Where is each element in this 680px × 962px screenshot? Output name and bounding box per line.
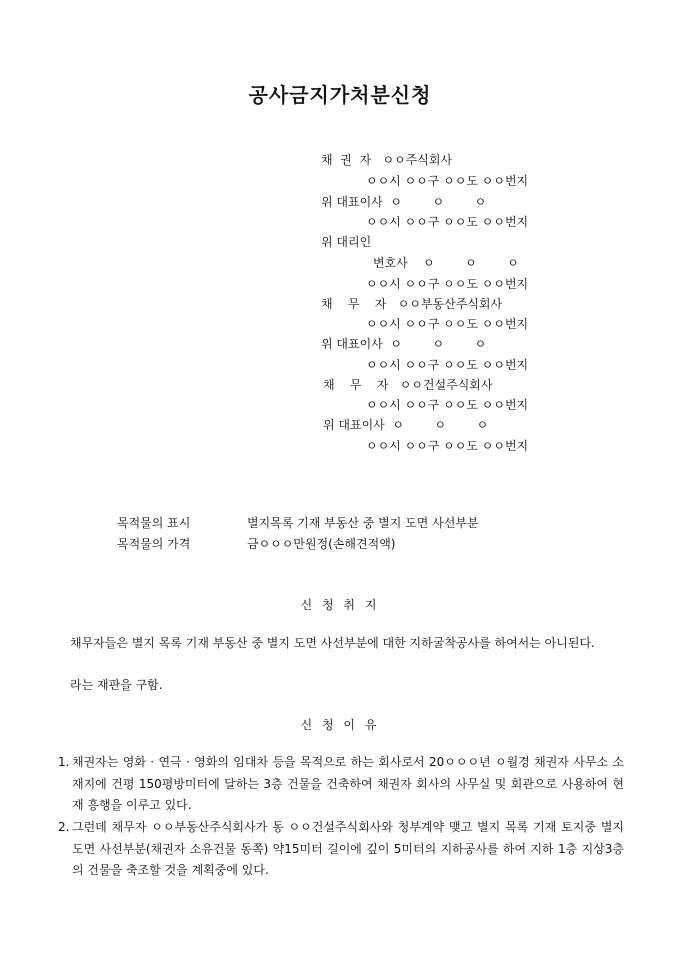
purpose-text: 채무자들은 별지 목록 기재 부동산 중 별지 도면 사선부분에 대한 지하굴착공사를 하여서는 아니된다. <box>70 636 595 650</box>
reasons-heading: 신 청 이 유 <box>300 718 380 732</box>
creditor-representative: 위 대표이사 ㅇ ㅇ ㅇ <box>321 195 487 209</box>
reason-item-2 <box>58 817 624 882</box>
purpose-closing: 라는 재판을 구함. <box>70 678 163 692</box>
purpose-heading: 신 청 취 지 <box>300 598 380 612</box>
creditor-address: ㅇㅇ시 ㅇㅇ구 ㅇㅇ도 ㅇㅇ번지 <box>366 174 529 188</box>
reason-item-1 <box>58 752 624 817</box>
creditor-line: 채 권 자 ㅇㅇ주식회사 <box>321 153 453 167</box>
debtor2-address: ㅇㅇ시 ㅇㅇ구 ㅇㅇ도 ㅇㅇ번지 <box>366 398 529 412</box>
debtor1-representative-address: ㅇㅇ시 ㅇㅇ구 ㅇㅇ도 ㅇㅇ번지 <box>366 358 529 372</box>
debtor1-representative: 위 대표이사 ㅇ ㅇ ㅇ <box>321 337 487 351</box>
reason-item-text: 그런데 채무자 ㅇㅇ부동산주식회사가 동 ㅇㅇ건설주식회사와 청부계약 맺고 별지 목록 기재 토지중 별지 도면 사선부분(채권자 소유건물 동쪽) 약15미터 길이에 깊이 5미터의 지하공사를 하여 지하 1층 지상3층의 건물을 축조할 것을 계획중에 있다. <box>72 820 624 877</box>
debtor1-address: ㅇㅇ시 ㅇㅇ구 ㅇㅇ도 ㅇㅇ번지 <box>366 317 529 331</box>
debtor1-line: 채 무 자 ㅇㅇ부동산주식회사 <box>321 297 503 311</box>
reason-item-number: 2. <box>58 820 70 834</box>
object-display-value: 별지목록 기재 부동산 중 별지 도면 사선부분 <box>247 516 479 530</box>
debtor2-representative-address: ㅇㅇ시 ㅇㅇ구 ㅇㅇ도 ㅇㅇ번지 <box>366 439 529 453</box>
object-display-label: 목적물의 표시 <box>117 516 191 530</box>
debtor2-representative: 위 대표이사 ㅇ ㅇ ㅇ <box>323 418 489 432</box>
object-price-value: 금ㅇㅇㅇ만원정(손해견적액) <box>247 537 396 551</box>
object-price-label: 목적물의 가격 <box>117 537 191 551</box>
reason-item-number: 1. <box>58 755 70 769</box>
document-title: 공사금지가처분신청 <box>248 83 432 107</box>
agent-line: 위 대리인 <box>321 235 372 249</box>
lawyer-line: 변호사 ㅇ ㅇ ㅇ <box>373 256 519 270</box>
agent-address: ㅇㅇ시 ㅇㅇ구 ㅇㅇ도 ㅇㅇ번지 <box>366 277 529 291</box>
reason-item-text: 채권자는 영화 · 연극 · 영화의 임대차 등을 목적으로 하는 회사로서 20ㅇㅇㅇ년 ㅇ월경 채권자 사무소 소재지에 건평 150평방미터에 달하는 3층 건물을 건축하여 채권자 회사의 사무실 및 회관으로 사용하여 현재 흥행을 이루고 있다. <box>72 755 624 812</box>
debtor2-line: 채 무 자 ㅇㅇ건설주식회사 <box>323 378 493 392</box>
creditor-representative-address: ㅇㅇ시 ㅇㅇ구 ㅇㅇ도 ㅇㅇ번지 <box>366 215 529 229</box>
